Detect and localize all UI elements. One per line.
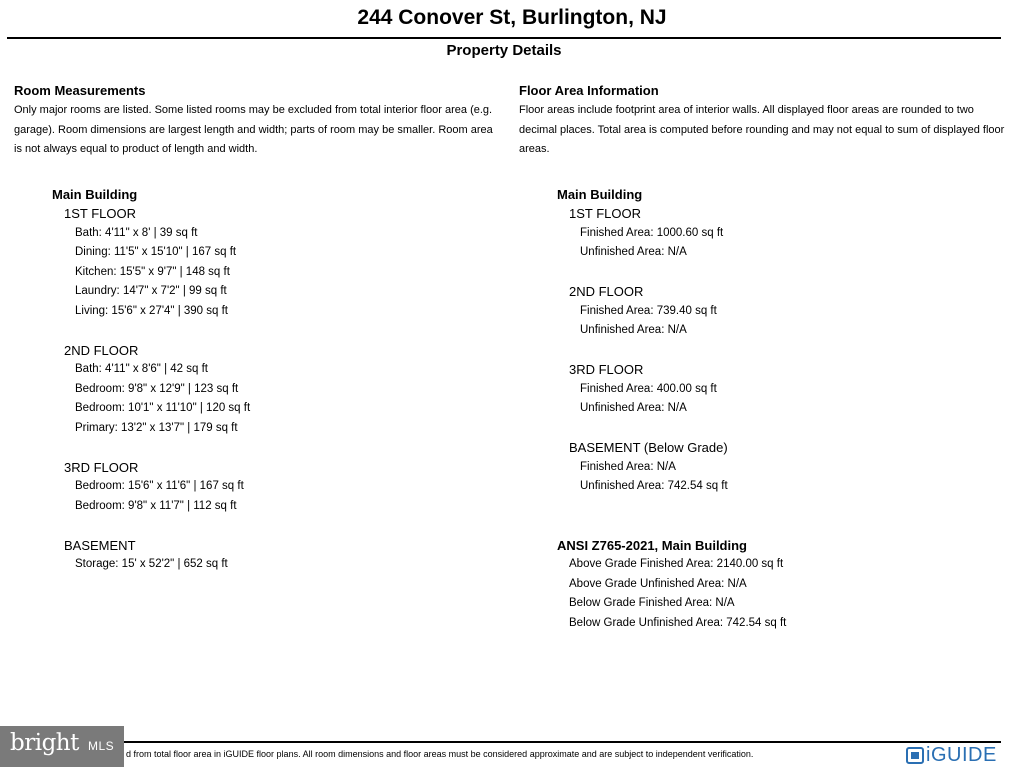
ansi-group [519, 536, 1009, 634]
floor-group-1st [14, 204, 494, 321]
floor-name: 2ND FLOOR [64, 342, 139, 358]
floor-name: 2ND FLOOR [569, 284, 644, 299]
room-row: Dining: 11'5" x 15'10" | 167 sq ft [75, 246, 237, 258]
floor-area-description: Floor areas include footprint area of interior walls. All displayed floor areas are rounded to two decimal places. Total area is computed before rounding and may not equal to sum of displayed floor areas. [519, 104, 1005, 155]
room-row: Bath: 4'11" x 8' | 39 sq ft [75, 226, 198, 239]
iguide-icon [906, 747, 924, 764]
floor-group-3rd [14, 458, 494, 517]
room-row: Laundry: 14'7" x 7'2" | 99 sq ft [75, 285, 227, 297]
finished-area: Finished Area: 400.00 sq ft [580, 382, 717, 395]
ansi-row: Above Grade Unfinished Area: N/A [569, 577, 747, 590]
ansi-row: Below Grade Unfinished Area: 742.54 sq ft [569, 616, 787, 629]
floor-group-2nd [14, 341, 494, 439]
footer-disclaimer: d from total floor area in iGUIDE floor plans. All room dimensions and floor areas must be considered approximate and are subject to independent verification. [126, 749, 754, 759]
room-measurements-heading: Room Measurements [14, 83, 146, 98]
floor-name: 1ST FLOOR [569, 206, 642, 221]
floor-area-section [519, 82, 1009, 633]
room-row: Bedroom: 9'8" x 12'9" | 123 sq ft [75, 382, 239, 395]
floor-area-heading: Floor Area Information [519, 83, 659, 98]
bright-mls-logo [0, 726, 124, 767]
area-group-basement [519, 438, 1009, 497]
unfinished-area: Unfinished Area: 742.54 sq ft [580, 480, 728, 492]
room-building-name: Main Building [52, 186, 138, 202]
ansi-row: Below Grade Finished Area: N/A [569, 597, 735, 609]
floor-group-basement [14, 536, 494, 575]
area-group-1st [519, 204, 1009, 263]
area-building-name: Main Building [557, 186, 643, 202]
mls-logo-text: MLS [88, 739, 115, 753]
iguide-logo-text: iGUIDE [926, 743, 997, 766]
finished-area: Finished Area: 1000.60 sq ft [580, 226, 724, 239]
floor-name: BASEMENT [64, 537, 136, 553]
room-row: Kitchen: 15'5" x 9'7" | 148 sq ft [75, 265, 230, 278]
room-row: Bedroom: 10'1" x 11'10" | 120 sq ft [75, 402, 251, 414]
finished-area: Finished Area: N/A [580, 460, 676, 473]
unfinished-area: Unfinished Area: N/A [580, 246, 687, 258]
room-row: Primary: 13'2" x 13'7" | 179 sq ft [75, 421, 238, 434]
floor-name: BASEMENT (Below Grade) [569, 440, 728, 455]
room-measurements-description: Only major rooms are listed. Some listed rooms may be excluded from total interior floor area (e.g. garage). Room dimensions are largest length and width; parts of room may be smaller. Room area is not always equal to product of length and width. [14, 104, 493, 155]
finished-area: Finished Area: 739.40 sq ft [580, 304, 717, 317]
room-measurements-section [14, 82, 494, 575]
ansi-row: Above Grade Finished Area: 2140.00 sq ft [569, 558, 784, 570]
page-subtitle: Property Details [446, 42, 562, 59]
top-divider [7, 37, 1001, 39]
floor-name: 1ST FLOOR [64, 206, 137, 221]
room-row: Bedroom: 15'6" x 11'6" | 167 sq ft [75, 480, 244, 492]
bright-logo-text: bright [10, 730, 79, 756]
ansi-heading: ANSI Z765-2021, Main Building [557, 537, 747, 553]
area-group-3rd [519, 360, 1009, 419]
room-row: Bath: 4'11" x 8'6" | 42 sq ft [75, 363, 208, 375]
iguide-logo [906, 744, 997, 766]
room-row: Living: 15'6" x 27'4" | 390 sq ft [75, 304, 228, 317]
room-row: Storage: 15' x 52'2" | 652 sq ft [75, 558, 228, 570]
bottom-divider [7, 741, 1001, 743]
page-title: 244 Conover St, Burlington, NJ [357, 6, 667, 29]
area-group-2nd [519, 282, 1009, 341]
room-row: Bedroom: 9'8" x 11'7" | 112 sq ft [75, 499, 237, 512]
unfinished-area: Unfinished Area: N/A [580, 402, 687, 414]
floor-name: 3RD FLOOR [569, 362, 644, 377]
unfinished-area: Unfinished Area: N/A [580, 324, 687, 336]
floor-name: 3RD FLOOR [64, 459, 139, 475]
